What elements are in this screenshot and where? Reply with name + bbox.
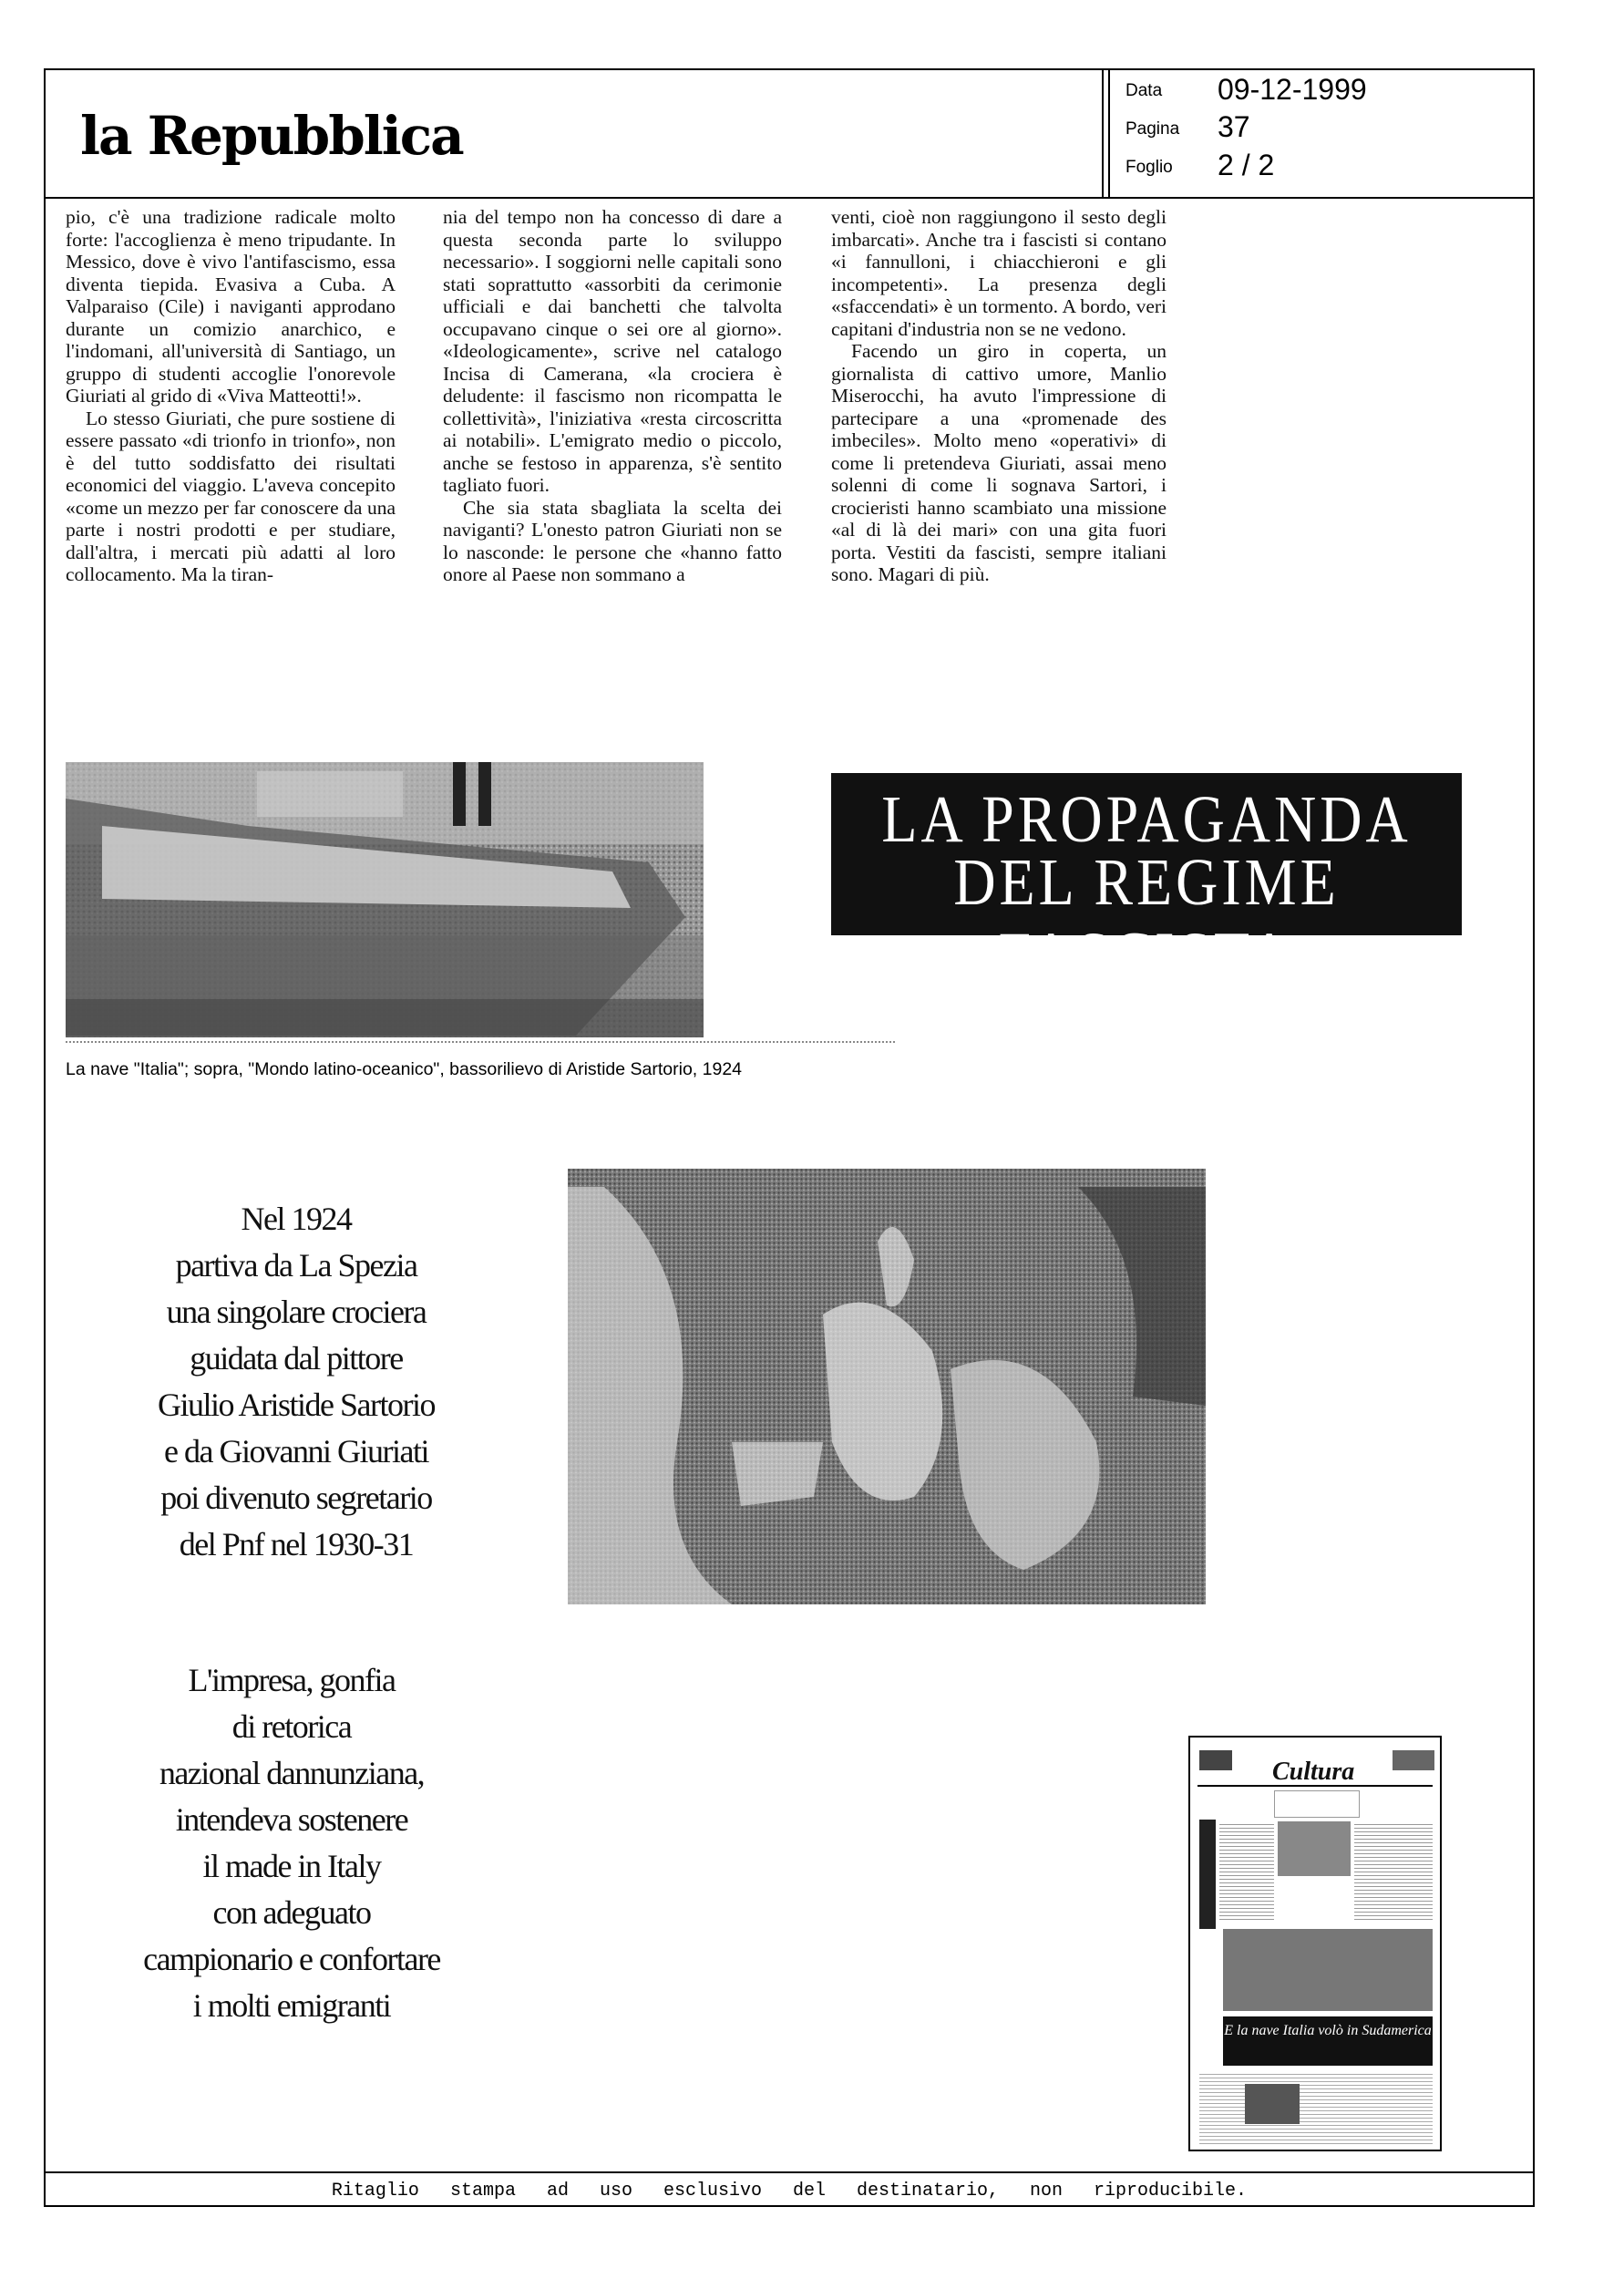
caption-divider (66, 1041, 895, 1043)
thumbnail-text (1354, 1821, 1433, 1922)
quote-line: una singolare crociera (166, 1294, 427, 1330)
pull-quote-1 (118, 1196, 474, 1568)
thumbnail-image (1245, 2084, 1300, 2124)
quote-line: campionario e confortare (143, 1941, 440, 1977)
quote-line: con adeguato (212, 1894, 371, 1931)
quote-line: poi divenuto segretario (160, 1480, 432, 1516)
article-column-1 (66, 206, 396, 586)
header (44, 68, 1535, 199)
quote-line: di retorica (231, 1708, 352, 1745)
quote-line: del Pnf nel 1930-31 (179, 1526, 414, 1562)
date-label: Data (1125, 81, 1163, 100)
quote-line: Nel 1924 (241, 1201, 352, 1237)
pull-quote-2 (109, 1657, 474, 2029)
bas-relief-photo (568, 1169, 1206, 1604)
thumbnail-text (1219, 1821, 1274, 1922)
ship-photo (66, 762, 704, 1037)
quote-line: il made in Italy (202, 1848, 381, 1884)
paragraph: venti, cioè non raggiungono il sesto degli imbarcati». Anche tra i fascisti si contano «i fannulloni, i chiacchieroni e gli incompetenti». La presenza degli «sfaccendati» è un tormento. A bordo, veri capitani d'industria non se ne vedono. (831, 206, 1167, 340)
paragraph: Facendo un giro in coperta, un giornalista di cattivo umore, Manlio Miserocchi, ha avuto l'impressione di partecipare a una «promenade des imbeciles». Molto meno «operativi» di come li pretendeva Giuriati, assai meno solenni di come li sognava Sartori, i crocieristi hanno scambiato una missione «al di là dei mari» con una gita fuori porta. Vestiti da fascisti, sempre italiani sono. Magari di più. (831, 340, 1167, 585)
footer-notice: Ritaglio stampa ad uso esclusivo del destinatario, non riproducibile. (331, 2181, 1248, 2202)
sheet-value: 2 / 2 (1218, 149, 1275, 181)
quote-line: L'impresa, gonfia (188, 1662, 396, 1698)
thumbnail-banner (1274, 1790, 1360, 1818)
quote-line: nazional dannunziana, (159, 1755, 425, 1791)
date-value: 09-12-1999 (1218, 73, 1367, 106)
thumbnail-rule (1197, 1785, 1433, 1787)
thumbnail-ad (1393, 1750, 1434, 1770)
banner-line-2: DEL REGIME FASCISTA (953, 844, 1340, 993)
paragraph: pio, c'è una tradizione radicale molto forte: l'accoglienza è meno tripudante. In Messico, dove è vivo l'antifascismo, essa diventa tiepida. Evasiva a Cuba. A Valparaiso (Cile) i naviganti approdano durante un comizio anarchico, e l'indomani, all'università di Santiago, un gruppo di studenti accoglie l'onorevole Giuriati al grido di «Viva Matteotti!». (66, 206, 396, 407)
quote-line: e da Giovanni Giuriati (164, 1433, 428, 1469)
paragraph: nia del tempo non ha concesso di dare a questa seconda parte lo sviluppo necessario». I soggiorni nelle capitali sono stati soprattutto «assorbiti da cerimonie ufficiali e dai banchetti che talvolta occupavano cinque o sei ore al giorno». «Ideologicamente», scrive nel catalogo Incisa di Camerana, «la crociera è deludente: il fascismo non ricompatta le collettività», l'iniziativa «resta circoscritta ai notabili». L'emigrato medio o piccolo, anche se festoso in apparenza, s'è sentito tagliato fuori. (443, 206, 782, 496)
thumbnail-image (1278, 1821, 1351, 1876)
thumbnail-logo (1199, 1750, 1232, 1770)
article-column-3 (831, 206, 1167, 586)
masthead-box (44, 68, 1104, 197)
section-banner (831, 773, 1462, 993)
thumbnail-section: Cultura (1272, 1758, 1355, 1786)
page-thumbnail (1188, 1736, 1442, 2151)
quote-line: i molti emigranti (192, 1987, 391, 2024)
footer (44, 2171, 1535, 2207)
sheet-label: Foglio (1125, 158, 1173, 177)
header-divider (1108, 68, 1110, 197)
quote-line: partiva da La Spezia (175, 1247, 417, 1284)
page-label: Pagina (1125, 119, 1180, 139)
page-value: 37 (1218, 110, 1250, 143)
paragraph: Che sia stata sbagliata la scelta dei naviganti? L'onesto patron Giuriati non se lo nasconde: le persone che «hanno fatto onore al Paese non sommano a (443, 496, 782, 585)
quote-line: intendeva sostenere (175, 1801, 408, 1838)
photo-caption: La nave "Italia"; sopra, "Mondo latino-oceanico", bassorilievo di Aristide Sartorio, 1924 (66, 1059, 743, 1079)
article-column-2 (443, 206, 782, 586)
thumbnail-ship-image (1223, 1929, 1433, 2011)
thumbnail-column (1199, 1820, 1216, 1929)
banner-line-1: LA PROPAGANDA (881, 781, 1412, 857)
quote-line: guidata dal pittore (190, 1340, 403, 1377)
paragraph: Lo stesso Giuriati, che pure sostiene di essere passato «di trionfo in trionfo», non è del tutto soddisfatto dei risultati economici del viaggio. L'aveva concepito «come un mezzo per far conoscere da una parte i nostri prodotti e per studiare, dall'altra, i mercati più adatti al loro collocamento. Ma la tiran- (66, 407, 396, 585)
quote-line: Giulio Aristide Sartorio (158, 1387, 435, 1423)
thumbnail-headline: E la nave Italia volò in Sudamerica (1223, 2016, 1433, 2066)
thumbnail-text (1199, 2071, 1433, 2144)
masthead-logo: la Repubblica (80, 105, 463, 167)
